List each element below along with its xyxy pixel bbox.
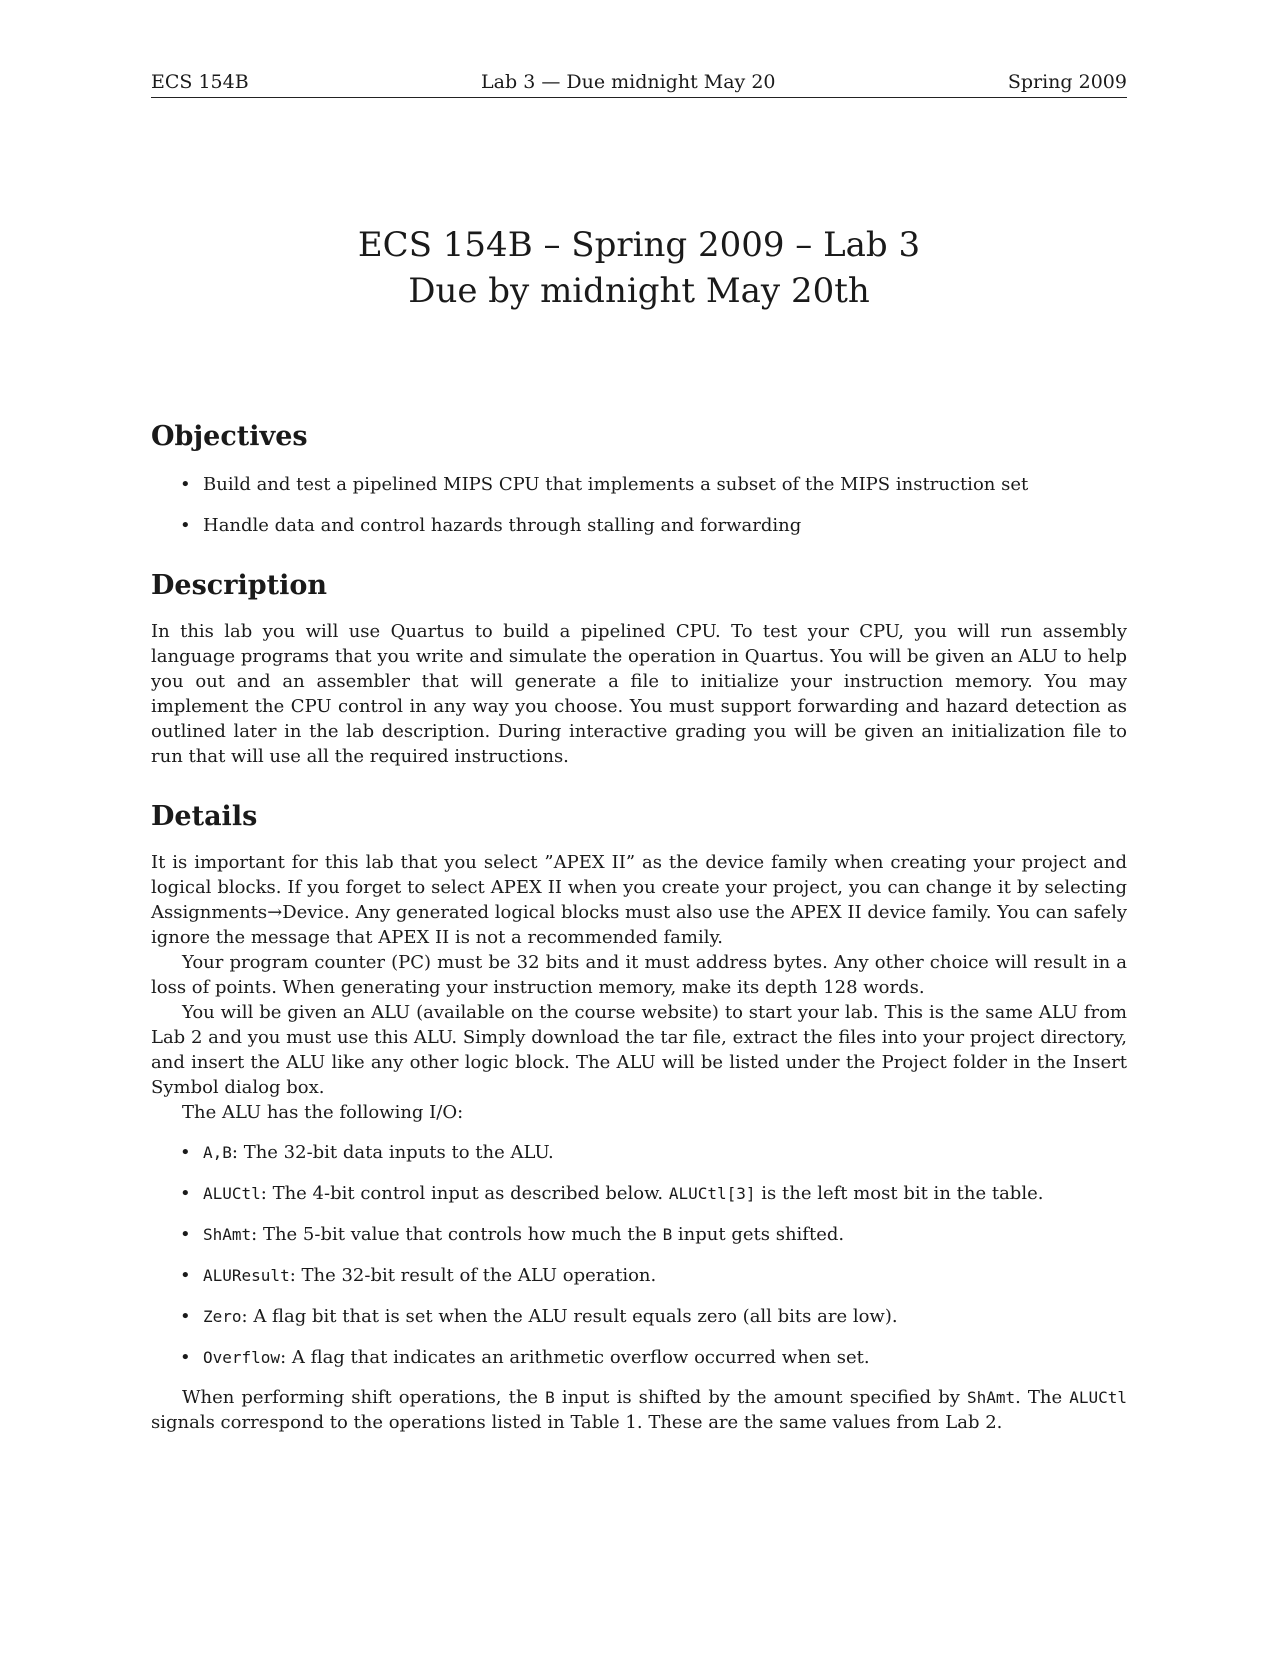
details-heading: Details — [151, 801, 258, 832]
bullet-icon: • — [180, 1183, 191, 1204]
signal-description: : The 32-bit data inputs to the ALU. — [231, 1142, 554, 1163]
signal-name: ShAmt — [203, 1225, 252, 1244]
text-run: signals correspond to the operations listed in Table 1. These are the same values from Lab 2. — [151, 1412, 1003, 1433]
signal-description: is the left most bit in the table. — [755, 1183, 1044, 1204]
description-heading: Description — [151, 570, 327, 601]
bullet-icon: • — [180, 1142, 191, 1163]
signal-name: ALUCtl[3] — [668, 1184, 756, 1203]
bullet-icon: • — [180, 1224, 191, 1245]
signal-name: ShAmt — [966, 1388, 1016, 1407]
signal-description: : The 5-bit value that controls how much the — [251, 1224, 663, 1245]
list-item — [151, 472, 1127, 497]
document-body — [151, 420, 1127, 1435]
description-paragraph: In this lab you will use Quartus to build a pipelined CPU. To test your CPU, you will run assembly language programs that you write and simulate the operation in Quartus. You will be given an ALU to help you out and an assembler that will generate a file to initialize your instruction memory. You may implement the CPU control in any way you choose. You must support forwarding and hazard detection as outlined later in the lab description. During interactive grading you will be given an initialization file to run that will use all the required instructions. — [151, 621, 1127, 767]
objectives-list — [151, 472, 1127, 538]
alu-io-list — [151, 1140, 1127, 1370]
list-item — [151, 1263, 1127, 1288]
signal-description: : A flag that indicates an arithmetic overflow occurred when set. — [280, 1347, 870, 1368]
objectives-heading: Objectives — [151, 421, 308, 452]
signal-name: B — [662, 1225, 673, 1244]
signal-name: Zero — [203, 1307, 242, 1326]
bullet-icon: • — [180, 1347, 191, 1368]
signal-name: A,B — [203, 1143, 232, 1162]
signal-description: : The 4-bit control input as described below. — [260, 1183, 669, 1204]
signal-name: Overflow — [203, 1348, 281, 1367]
details-paragraph-alu: You will be given an ALU (available on the course website) to start your lab. This is the same ALU from Lab 2 and you must use this ALU. Simply download the tar file, extract the files into your project directory, and insert the ALU like any other logic block. The ALU will be listed under the Project folder in the Insert Symbol dialog box. — [151, 1002, 1127, 1098]
text-run: . The — [1015, 1387, 1070, 1408]
details-paragraph-shift — [151, 1385, 1127, 1435]
signal-description: : A flag bit that is set when the ALU result equals zero (all bits are low). — [241, 1306, 898, 1327]
bullet-icon: • — [180, 1265, 191, 1286]
details-paragraph-io-intro: The ALU has the following I/O: — [182, 1102, 464, 1123]
title-line-2: Due by midnight May 20th — [408, 271, 870, 311]
title-line-1: ECS 154B – Spring 2009 – Lab 3 — [357, 225, 921, 265]
bullet-icon: • — [180, 1306, 191, 1327]
signal-name: B — [545, 1388, 555, 1407]
details-paragraph-pc: Your program counter (PC) must be 32 bits and it must address bytes. Any other choice will result in a loss of points. When generating your instruction memory, make its depth 128 words. — [151, 952, 1127, 998]
list-item — [151, 1304, 1127, 1329]
signal-name: ALUCtl — [203, 1184, 261, 1203]
signal-name: ALUCtl — [1069, 1388, 1127, 1407]
list-item — [151, 1140, 1127, 1165]
details-paragraph-device: It is important for this lab that you select ”APEX II” as the device family when creating your project and logical blocks. If you forget to select APEX II when you create your project, you can change it by selecting Assignments→Device. Any generated logical blocks must also use the APEX II device family. You can safely ignore the message that APEX II is not a recommended family. — [151, 852, 1127, 948]
text-run: input is shifted by the amount specified by — [554, 1387, 967, 1408]
bullet-icon: • — [180, 474, 191, 495]
document-title — [151, 222, 1127, 314]
header-term: Spring 2009 — [1007, 71, 1127, 93]
signal-description: : The 32-bit result of the ALU operation. — [289, 1265, 657, 1286]
list-item — [151, 1222, 1127, 1247]
list-item — [151, 513, 1127, 538]
header-lab-due: Lab 3 — Due midnight May 20 — [481, 71, 776, 93]
bullet-icon: • — [180, 515, 191, 536]
list-item — [151, 1181, 1127, 1206]
objective-text: Build and test a pipelined MIPS CPU that implements a subset of the MIPS instruction set — [203, 474, 1029, 495]
running-header — [151, 70, 1127, 98]
list-item — [151, 1345, 1127, 1370]
objective-text: Handle data and control hazards through stalling and forwarding — [203, 515, 802, 536]
signal-description: input gets shifted. — [672, 1224, 845, 1245]
signal-name: ALUResult — [203, 1266, 290, 1285]
text-run: When performing shift operations, the — [182, 1387, 546, 1408]
header-course: ECS 154B — [151, 71, 249, 93]
